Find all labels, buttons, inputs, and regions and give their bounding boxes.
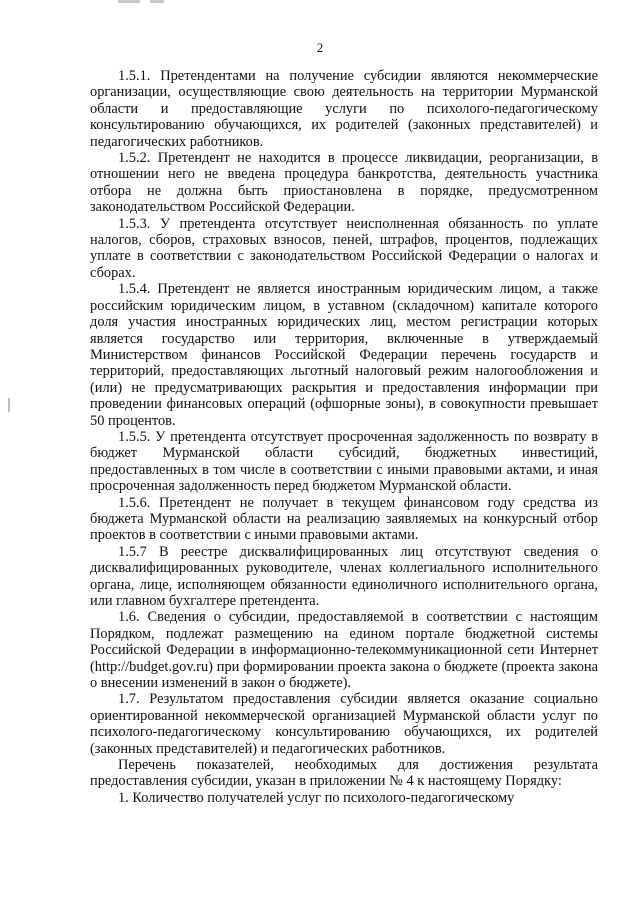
- paragraph-1-5-3: 1.5.3. У претендента отсутствует неисполненная обязанность по уплате налогов, сборов, страховых взносов, пеней, штрафов, процентов, подлежащих уплате в соответствии с законодательством Российской Федерации о налогах и сборах.: [90, 215, 598, 281]
- paragraph-1-7: 1.7. Результатом предоставления субсидии является оказание социально ориентированной некоммерческой организацией Мурманской области услуг по психолого-педагогическому консультированию обучающихся, их родителей (законных представителей) и педагогических работников.: [90, 691, 598, 757]
- paragraph-indicators-intro: Перечень показателей, необходимых для достижения результата предоставления субсидии, указан в приложении № 4 к настоящему Порядку:: [90, 757, 598, 790]
- paragraph-1-5-4: 1.5.4. Претендент не является иностранным юридическим лицом, а также российским юридическим лицом, в уставном (складочном) капитале которого доля участия иностранных юридических лиц, местом регистрации которых является государство или территория, включенные в утверждаемый Министерством финансов Российской Федерации перечень государств и территорий, предоставляющих льготный налоговый режим налогообложения и (или) не предусматривающих раскрытия и предоставления информации при проведении финансовых операций (офшорные зоны), в совокупности превышает 50 процентов.: [90, 281, 598, 429]
- paragraph-1-5-1: 1.5.1. Претендентами на получение субсидии являются некоммерческие организации, осуществляющие свою деятельность на территории Мурманской области и предоставляющие услуги по психолого-педагогическому консультированию обучающихся, их родителей (законных представителей) и педагогических работников.: [90, 68, 598, 150]
- scan-artifact: [150, 0, 164, 3]
- paragraph-1-5-6: 1.5.6. Претендент не получает в текущем финансовом году средства из бюджета Мурманской области на реализацию заявляемых на конкурсный отбор проектов в соответствии с иными правовыми актами.: [90, 494, 598, 544]
- paragraph-1-5-2: 1.5.2. Претендент не находится в процессе ликвидации, реорганизации, в отношении него не введена процедура банкротства, деятельность участника отбора не должна быть приостановлена в порядке, предусмотренном законодательством Российской Федерации.: [90, 150, 598, 216]
- paragraph-1-5-7: 1.5.7 В реестре дисквалифицированных лиц отсутствуют сведения о дисквалифицированных руководителе, членах коллегиального исполнительного органа, лице, исполняющем обязанности единоличного исполнительного органа, или главном бухгалтере претендента.: [90, 543, 598, 609]
- page-number: 2: [316, 40, 324, 55]
- document-body: [90, 68, 598, 806]
- paragraph-1-6: 1.6. Сведения о субсидии, предоставляемой в соответствии с настоящим Порядком, подлежат размещению на едином портале бюджетной системы Российской Федерации в информационно-телекоммуникационной сети Интернет (http://budget.gov.ru) при формировании проекта закона о бюджете (проекта закона о внесении изменений в закон о бюджете).: [90, 609, 598, 692]
- paragraph-1-5-5: 1.5.5. У претендента отсутствует просроченная задолженность по возврату в бюджет Мурманской области субсидий, бюджетных инвестиций, предоставленных в том числе в соответствии с иными правовыми актами, и иная просроченная задолженность перед бюджетом Мурманской области.: [90, 428, 598, 495]
- scan-artifact: [118, 0, 140, 3]
- list-item-1: 1. Количество получателей услуг по психолого-педагогическому: [118, 789, 515, 806]
- scan-artifact: [8, 398, 10, 412]
